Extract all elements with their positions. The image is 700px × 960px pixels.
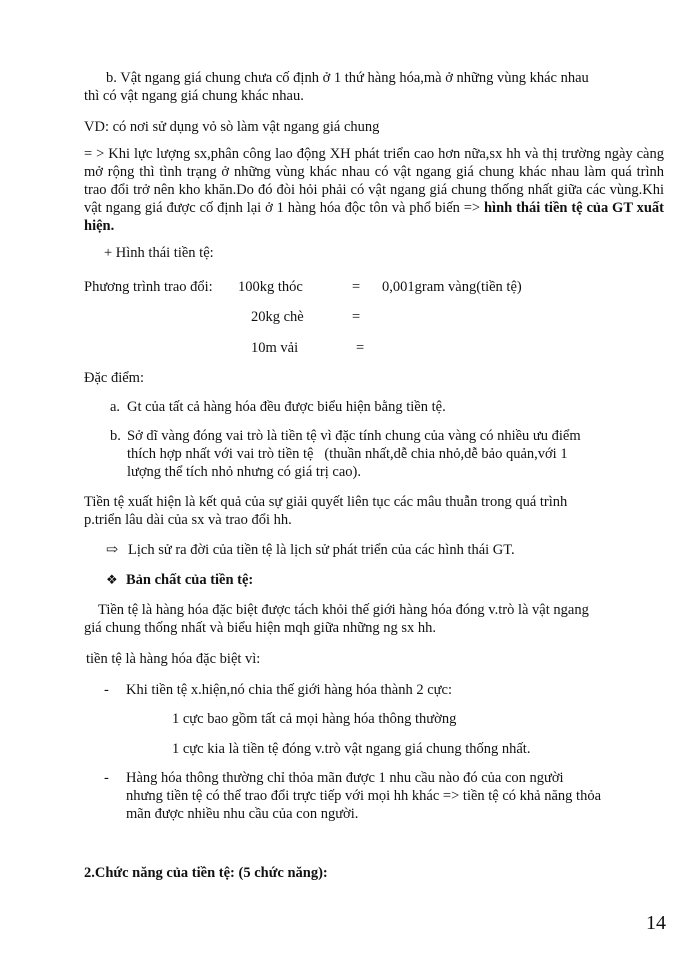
reason-1-dash: -: [104, 682, 109, 698]
special-intro: tiền tệ là hàng hóa đặc biệt vì:: [86, 651, 261, 667]
functions-heading: 2.Chức năng của tiền tệ: (5 chức năng):: [84, 865, 328, 881]
consequence-paragraph: [84, 145, 664, 235]
consequence-text: = > Khi lực lượng sx,phân công lao động XH phát triển cao hơn nữa,sx hh và thị trường ngày càng mở rộng thì tình trạng ở những vùng khác nhau có vật ngang giá chung khác nhau làm quá trình trao đổi trở nên kho khăn.Do đó đòi hỏi phải có vật ngang giá chung thống nhất giữa các vùng.Khi vật ngang giá được cố định lại ở 1 hàng hóa độc tôn và phổ biến =>: [84, 146, 664, 216]
reason-2-line-1: Hàng hóa thông thường chỉ thỏa mãn được 1 nhu cầu nào đó của con người: [126, 770, 564, 786]
conclusion-line-1: Tiền tệ xuất hiện là kết quả của sự giải quyết liên tục các mâu thuẫn trong quá trình: [84, 494, 568, 510]
equation-item-3: 10m vải: [251, 340, 299, 356]
arrow-bullet-icon: ⇨: [106, 542, 119, 558]
section-b-line-2: thì có vật ngang giá chung khác nhau.: [84, 88, 304, 104]
feature-b-line-2: thích hợp nhất với vai trò tiền tệ (thuần nhất,dễ chia nhỏ,dễ bảo quản,với 1: [127, 446, 568, 462]
section-b-line-1: b. Vật ngang giá chung chưa cố định ở 1 thứ hàng hóa,mà ở những vùng khác nhau: [106, 70, 589, 86]
nature-heading: Bản chất của tiền tệ:: [126, 572, 254, 588]
example-line: VD: có nơi sử dụng vỏ sò làm vật ngang giá chung: [84, 119, 380, 135]
equation-result: 0,001gram vàng(tiền tệ): [382, 279, 522, 295]
consequence-bold: hình thái tiền tệ của GT xuất hiện.: [84, 200, 665, 234]
equation-item-2: 20kg chè: [251, 309, 304, 325]
diamond-bullet-icon: ❖: [106, 572, 118, 587]
reason-1-sub-2: 1 cực kia là tiền tệ đóng v.trò vật ngang giá chung thống nhất.: [172, 741, 531, 757]
equation-equals-3: =: [356, 340, 365, 356]
history-text: Lịch sử ra đời của tiền tệ là lịch sử phát triển của các hình thái GT.: [128, 542, 515, 558]
feature-a-text: Gt của tất cả hàng hóa đều được biểu hiện bằng tiền tệ.: [127, 399, 446, 415]
reason-2-line-3: mãn được nhiều nhu cầu của con người.: [126, 806, 359, 822]
reason-2-dash: -: [104, 770, 109, 786]
feature-b-marker: b.: [110, 428, 121, 444]
page-number: 14: [646, 912, 666, 934]
equation-label: Phương trình trao đổi:: [84, 279, 213, 295]
conclusion-line-2: p.triển lâu dài của sx và trao đổi hh.: [84, 512, 292, 528]
money-form-heading: + Hình thái tiền tệ:: [104, 245, 214, 261]
reason-1-text: Khi tiền tệ x.hiện,nó chia thế giới hàng hóa thành 2 cực:: [126, 682, 452, 698]
reason-2-line-2: nhưng tiền tệ có thể trao đổi trực tiếp với mọi hh khác => tiền tệ có khả năng thỏa: [126, 788, 602, 804]
reason-1-sub-1: 1 cực bao gồm tất cả mọi hàng hóa thông thường: [172, 711, 457, 727]
feature-a-marker: a.: [110, 399, 121, 415]
features-heading: Đặc điểm:: [84, 370, 144, 386]
equation-item-1: 100kg thóc: [238, 279, 303, 295]
equation-equals-1: =: [352, 279, 361, 295]
nature-def-line-1: Tiền tệ là hàng hóa đặc biệt được tách khỏi thế giới hàng hóa đóng v.trò là vật ngang: [98, 602, 589, 618]
equation-equals-2: =: [352, 309, 361, 325]
feature-b-line-1: Sở dĩ vàng đóng vai trò là tiền tệ vì đặc tính chung của vàng có nhiều ưu điểm: [127, 428, 581, 444]
feature-b-line-3: lượng thể tích nhỏ nhưng có giá trị cao).: [127, 464, 361, 480]
nature-def-line-2: giá chung thống nhất và biểu hiện mqh giữa những ng sx hh.: [84, 620, 436, 636]
